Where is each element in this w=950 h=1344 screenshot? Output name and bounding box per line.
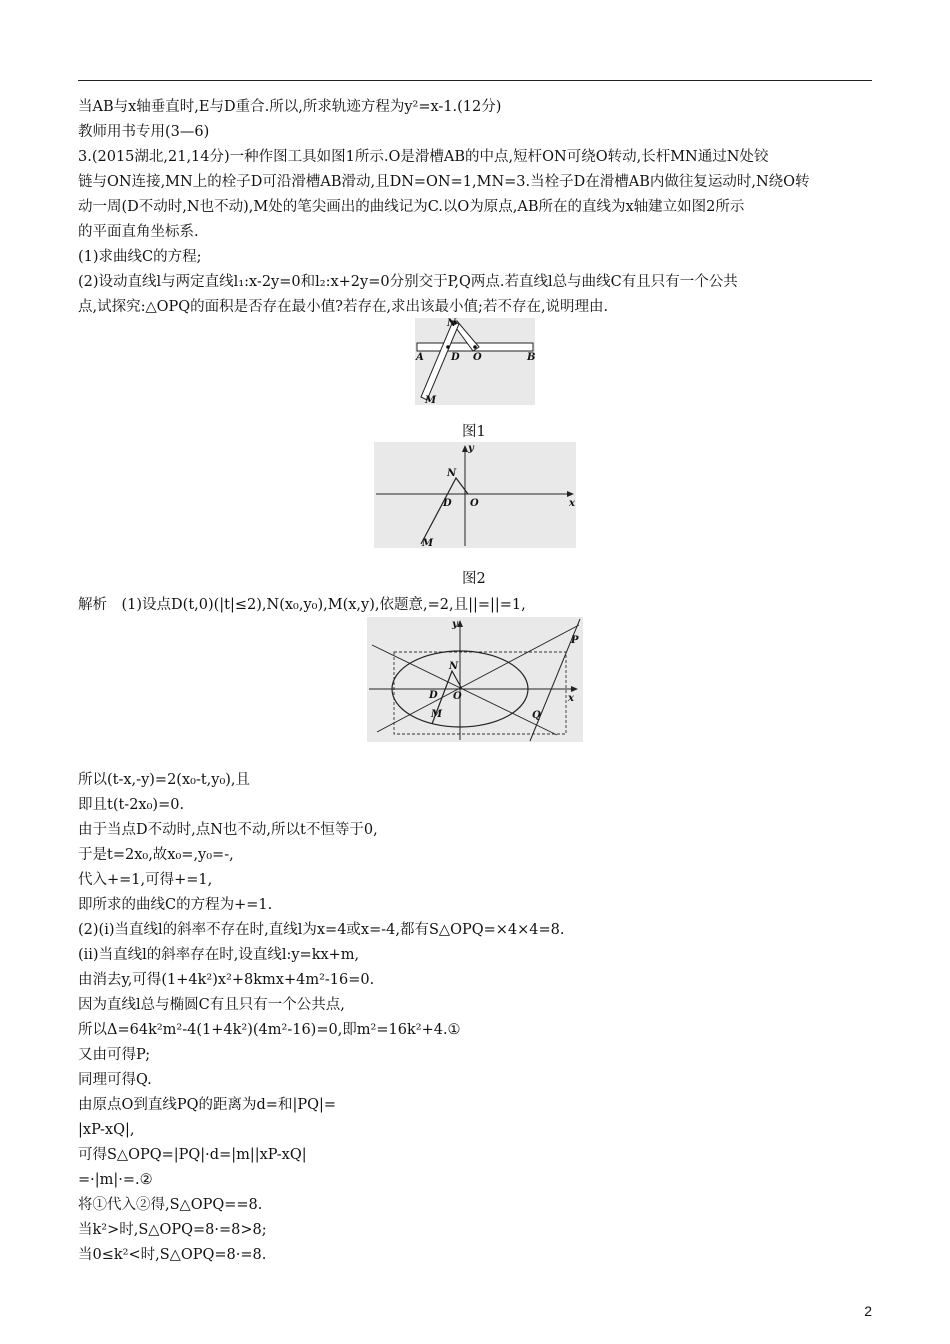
text-line: 所以Δ=64k²m²-4(1+4k²)(4m²-16)=0,即m²=16k²+4.① <box>78 1022 461 1038</box>
axis-label-y: y <box>452 619 458 630</box>
text-line: 即所求的曲线C的方程为+=1. <box>78 897 273 913</box>
label-o: O <box>470 498 479 509</box>
text-line: (2)设动直线l与两定直线l₁:x-2y=0和l₂:x+2y=0分别交于P,Q两点.若直线l总与曲线C有且只有一个公共 <box>78 274 738 290</box>
label-d: D <box>451 352 460 363</box>
label-p: P <box>571 635 579 646</box>
figure-1-tool <box>415 318 535 405</box>
label-d: D <box>443 498 452 509</box>
label-q: Q <box>532 710 541 721</box>
label-m: M <box>425 395 437 405</box>
figure-2-axes <box>374 442 576 548</box>
text-line: 由消去y,可得(1+4k²)x²+8kmx+4m²-16=0. <box>78 972 375 988</box>
axis-label-x: x <box>568 693 574 704</box>
figure-3-ellipse <box>367 617 583 742</box>
text-line: =·|m|·=.② <box>78 1172 153 1188</box>
header-rule <box>78 80 872 81</box>
figure-2-caption: 图2 <box>462 571 486 587</box>
label-a: A <box>416 352 424 363</box>
text-line: (ii)当直线l的斜率存在时,设直线l:y=kx+m, <box>78 947 360 963</box>
label-o: O <box>453 691 462 702</box>
label-d: D <box>429 690 438 701</box>
label-m: M <box>422 538 434 548</box>
text-line: 所以(t-x,-y)=2(x₀-t,y₀),且 <box>78 772 251 788</box>
axis-label-y: y <box>468 443 474 454</box>
text-line: 将①代入②得,S△OPQ==8. <box>78 1197 263 1213</box>
axis-label-x: x <box>569 498 575 509</box>
text-line: 3.(2015湖北,21,14分)一种作图工具如图1所示.O是滑槽AB的中点,短杆ON可绕O转动,长杆MN通过N处铰 <box>78 149 769 165</box>
page-number: 2 <box>864 1303 872 1319</box>
text-line: 当AB与x轴垂直时,E与D重合.所以,所求轨迹方程为y²=x-1.(12分) <box>78 99 502 115</box>
label-n: N <box>449 661 459 672</box>
text-line: 可得S△OPQ=|PQ|·d=|m||xP-xQ| <box>78 1147 307 1163</box>
label-n: N <box>447 468 457 479</box>
text-line: 当0≤k²<时,S△OPQ=8·=8. <box>78 1247 267 1263</box>
text-line: (1)求曲线C的方程; <box>78 249 202 265</box>
label-n: N <box>447 318 457 329</box>
text-line: 当k²>时,S△OPQ=8·=8>8; <box>78 1222 267 1238</box>
text-line: |xP-xQ|, <box>78 1122 135 1138</box>
text-line: 由原点O到直线PQ的距离为d=和|PQ|= <box>78 1097 337 1113</box>
label-o: O <box>473 352 482 363</box>
text-line: 又由可得P; <box>78 1047 151 1063</box>
solution-intro: 解析 (1)设点D(t,0)(|t|≤2),N(x₀,y₀),M(x,y),依题意,=2,且||=||=1, <box>78 597 526 613</box>
text-line: 代入+=1,可得+=1, <box>78 872 213 888</box>
text-line: 由于当点D不动时,点N也不动,所以t不恒等于0, <box>78 822 378 838</box>
text-line: 因为直线l总与椭圆C有且只有一个公共点, <box>78 997 345 1013</box>
text-line: 点,试探究:△OPQ的面积是否存在最小值?若存在,求出该最小值;若不存在,说明理由. <box>78 299 609 315</box>
text-line: 教师用书专用(3—6) <box>78 124 210 140</box>
text-line: 同理可得Q. <box>78 1072 152 1088</box>
text-line: 即且t(t-2x₀)=0. <box>78 797 185 813</box>
text-line: 于是t=2x₀,故x₀=,y₀=-, <box>78 847 234 863</box>
label-m: M <box>431 709 443 720</box>
text-line: 链与ON连接,MN上的栓子D可沿滑槽AB滑动,且DN=ON=1,MN=3.当栓子D在滑槽AB内做往复运动时,N绕O转 <box>78 174 810 190</box>
text-line: 的平面直角坐标系. <box>78 224 199 240</box>
text-line: (2)(i)当直线l的斜率不存在时,直线l为x=4或x=-4,都有S△OPQ=×4×4=8. <box>78 922 565 938</box>
label-b: B <box>527 352 535 363</box>
text-line: 动一周(D不动时,N也不动),M处的笔尖画出的曲线记为C.以O为原点,AB所在的直线为x轴建立如图2所示 <box>78 199 745 215</box>
figure-1-caption: 图1 <box>462 424 486 440</box>
